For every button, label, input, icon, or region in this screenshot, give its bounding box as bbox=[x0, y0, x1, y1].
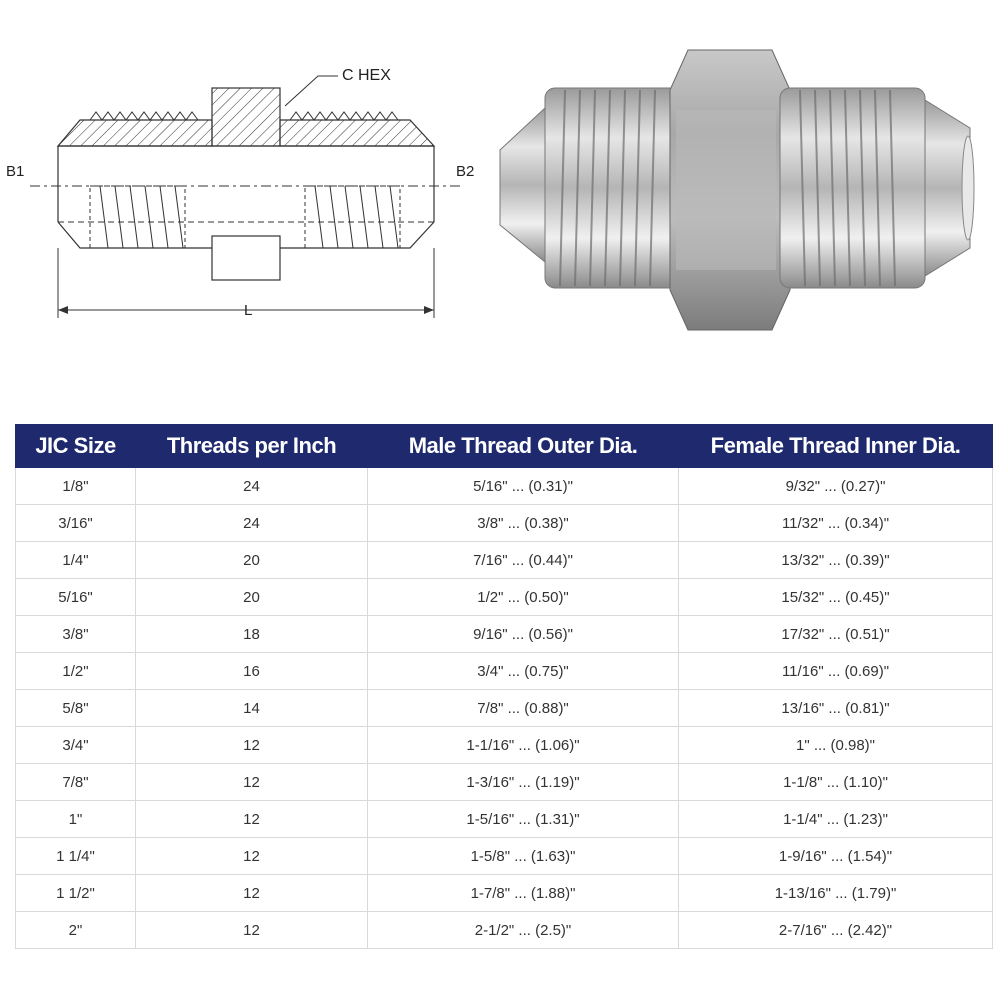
lower-outline bbox=[58, 146, 434, 248]
table-row bbox=[16, 690, 993, 727]
table-row bbox=[16, 912, 993, 949]
cell-threads-per-inch: 24 bbox=[136, 468, 368, 505]
cell-threads-per-inch: 24 bbox=[136, 505, 368, 542]
cell-female-inner-dia: 13/32" ... (0.39)" bbox=[679, 542, 993, 579]
table-row bbox=[16, 875, 993, 912]
cell-female-inner-dia: 1" ... (0.98)" bbox=[679, 727, 993, 764]
cell-jic-size: 3/16" bbox=[16, 505, 136, 542]
cell-threads-per-inch: 12 bbox=[136, 838, 368, 875]
cell-jic-size: 1 1/2" bbox=[16, 875, 136, 912]
hidden-threads bbox=[90, 186, 400, 248]
cell-threads-per-inch: 16 bbox=[136, 653, 368, 690]
table-row bbox=[16, 616, 993, 653]
header-jic-size: JIC Size bbox=[16, 425, 136, 468]
cell-threads-per-inch: 20 bbox=[136, 542, 368, 579]
cell-threads-per-inch: 12 bbox=[136, 764, 368, 801]
cell-male-outer-dia: 1-5/16" ... (1.31)" bbox=[368, 801, 679, 838]
jic-spec-table bbox=[15, 424, 993, 949]
c-hex-label: C HEX bbox=[342, 67, 391, 84]
cell-threads-per-inch: 12 bbox=[136, 801, 368, 838]
hex-section bbox=[212, 88, 280, 146]
cell-male-outer-dia: 5/16" ... (0.31)" bbox=[368, 468, 679, 505]
cell-jic-size: 1/4" bbox=[16, 542, 136, 579]
table-row bbox=[16, 764, 993, 801]
cell-female-inner-dia: 13/16" ... (0.81)" bbox=[679, 690, 993, 727]
b2-label: B2 bbox=[456, 163, 475, 180]
cell-male-outer-dia: 1-5/8" ... (1.63)" bbox=[368, 838, 679, 875]
table-row bbox=[16, 653, 993, 690]
cell-female-inner-dia: 1-13/16" ... (1.79)" bbox=[679, 875, 993, 912]
cell-jic-size: 1" bbox=[16, 801, 136, 838]
cell-male-outer-dia: 1/2" ... (0.50)" bbox=[368, 579, 679, 616]
cell-female-inner-dia: 11/16" ... (0.69)" bbox=[679, 653, 993, 690]
table-row bbox=[16, 838, 993, 875]
lower-hex bbox=[212, 236, 280, 280]
cell-threads-per-inch: 12 bbox=[136, 912, 368, 949]
cell-male-outer-dia: 7/16" ... (0.44)" bbox=[368, 542, 679, 579]
cell-jic-size: 5/16" bbox=[16, 579, 136, 616]
cell-jic-size: 2" bbox=[16, 912, 136, 949]
cell-jic-size: 7/8" bbox=[16, 764, 136, 801]
cell-male-outer-dia: 1-3/16" ... (1.19)" bbox=[368, 764, 679, 801]
header-female-thread-inner-dia: Female Thread Inner Dia. bbox=[679, 425, 993, 468]
cell-male-outer-dia: 7/8" ... (0.88)" bbox=[368, 690, 679, 727]
cell-threads-per-inch: 12 bbox=[136, 875, 368, 912]
cell-female-inner-dia: 15/32" ... (0.45)" bbox=[679, 579, 993, 616]
cell-threads-per-inch: 18 bbox=[136, 616, 368, 653]
b1-label: B1 bbox=[6, 163, 25, 180]
cell-jic-size: 5/8" bbox=[16, 690, 136, 727]
cell-threads-per-inch: 20 bbox=[136, 579, 368, 616]
table-row bbox=[16, 542, 993, 579]
cell-jic-size: 3/4" bbox=[16, 727, 136, 764]
table-row bbox=[16, 505, 993, 542]
cell-male-outer-dia: 2-1/2" ... (2.5)" bbox=[368, 912, 679, 949]
cell-female-inner-dia: 1-9/16" ... (1.54)" bbox=[679, 838, 993, 875]
cell-male-outer-dia: 3/4" ... (0.75)" bbox=[368, 653, 679, 690]
header-male-thread-outer-dia: Male Thread Outer Dia. bbox=[368, 425, 679, 468]
length-label: L bbox=[244, 302, 253, 319]
right-bore bbox=[962, 136, 974, 240]
cell-male-outer-dia: 1-1/16" ... (1.06)" bbox=[368, 727, 679, 764]
cell-jic-size: 1 1/4" bbox=[16, 838, 136, 875]
table-header-row bbox=[16, 425, 993, 468]
table-row bbox=[16, 579, 993, 616]
cell-male-outer-dia: 3/8" ... (0.38)" bbox=[368, 505, 679, 542]
cell-female-inner-dia: 1-1/8" ... (1.10)" bbox=[679, 764, 993, 801]
cell-threads-per-inch: 12 bbox=[136, 727, 368, 764]
table-row bbox=[16, 468, 993, 505]
cell-female-inner-dia: 11/32" ... (0.34)" bbox=[679, 505, 993, 542]
cell-jic-size: 1/2" bbox=[16, 653, 136, 690]
cell-jic-size: 1/8" bbox=[16, 468, 136, 505]
cell-male-outer-dia: 9/16" ... (0.56)" bbox=[368, 616, 679, 653]
cell-threads-per-inch: 14 bbox=[136, 690, 368, 727]
cell-female-inner-dia: 17/32" ... (0.51)" bbox=[679, 616, 993, 653]
cell-female-inner-dia: 9/32" ... (0.27)" bbox=[679, 468, 993, 505]
table-row bbox=[16, 727, 993, 764]
header-threads-per-inch: Threads per Inch bbox=[136, 425, 368, 468]
cell-jic-size: 3/8" bbox=[16, 616, 136, 653]
fitting-photo bbox=[488, 40, 1000, 340]
cell-male-outer-dia: 1-7/8" ... (1.88)" bbox=[368, 875, 679, 912]
table-row bbox=[16, 801, 993, 838]
technical-drawing bbox=[0, 40, 480, 340]
left-flare-cone bbox=[500, 108, 545, 262]
cell-female-inner-dia: 1-1/4" ... (1.23)" bbox=[679, 801, 993, 838]
cell-female-inner-dia: 2-7/16" ... (2.42)" bbox=[679, 912, 993, 949]
